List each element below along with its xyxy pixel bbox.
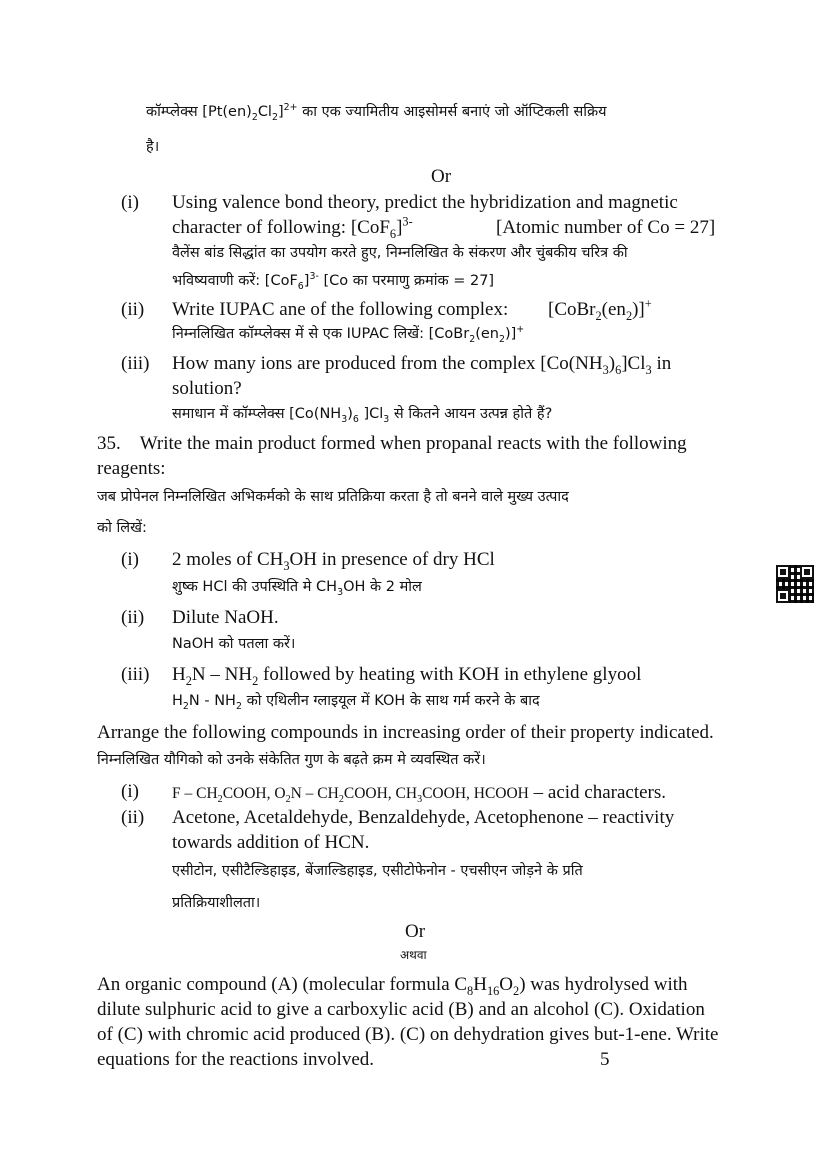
organic-compound-line-3: of (C) with chromic acid produced (B). (C) on dehydration gives but-1-ene. Write: [97, 1024, 719, 1045]
question-35-hindi-line-1: जब प्रोपेनल निम्नलिखित अभिकर्मको के साथ प्रतिक्रिया करता है तो बनने वाले मुख्य उत्पाद: [97, 489, 569, 505]
or-iii-english-line-2: solution?: [172, 378, 242, 399]
or-iii-hindi: समाधान में कॉम्प्लेक्स [$Co(NH_3)_6$ ]$Cl_3$ से कितने आयन उत्पन्न होते हैं?: [172, 406, 553, 425]
q35-iii-english: $H_2N - NH_2$ followed by heating with KOH in ethylene glyool: [172, 664, 642, 688]
organic-compound-line-1: An organic compound (A) (molecular formula $C_8H_{16}O_2$) was hydrolysed with: [97, 974, 688, 998]
or-ii-english: Write IUPAC ane of the following complex:: [172, 299, 509, 320]
item-number: (iii): [121, 353, 150, 374]
q35-ii-english: Dilute NaOH.: [172, 607, 279, 628]
q34-hindi-line-2: है।: [146, 139, 160, 155]
q35-iii-hindi: $H_2N - NH_2$ को एथिलीन ग्लाइयूल में KOH के साथ गर्म करने के बाद: [172, 693, 540, 712]
or-i-hindi-line-1: वैलेंस बांड सिद्धांत का उपयोग करते हुए, निम्नलिखित के संकरण और चुंबकीय चरित्र की: [172, 245, 628, 261]
or-divider-1: Or: [431, 166, 452, 187]
arrange-ii-english-line-1: Acetone, Acetaldehyde, Benzaldehyde, Acetophenone – reactivity: [172, 807, 675, 828]
item-number: (i): [121, 549, 139, 570]
arrange-ii-hindi-line-1: एसीटोन, एसीटैल्डिहाइड, बेंजाल्डिहाइड, एसीटोफेनोन - एचसीएन जोड़ने के प्रति: [172, 863, 583, 879]
question-35-line-2: reagents:: [97, 458, 166, 479]
q34-hindi-line-1: कॉम्प्लेक्स $[Pt(en)_2Cl_2]^{2+}$ का एक ज्यामितीय आइसोमर्स बनाएं जो ऑप्टिकली सक्रिय: [146, 102, 607, 123]
or-i-hindi-line-2: भविष्यवाणी करें: $[CoF_6]^{3-}$ [Co का परमाणु क्रमांक = 27]: [172, 271, 495, 292]
item-number: (i): [121, 781, 139, 802]
organic-compound-line-2: dilute sulphuric acid to give a carboxylic acid (B) and an alcohol (C). Oxidation: [97, 999, 705, 1020]
or-divider-2-hindi: अथवा: [400, 948, 427, 962]
q35-i-english: 2 moles of $CH_3OH$ in presence of dry HCl: [172, 549, 495, 573]
item-number: (iii): [121, 664, 150, 685]
or-i-english-line-2: character of following: $[CoF_6]^{3-}$: [172, 214, 413, 241]
or-divider-2: Or: [405, 921, 426, 942]
item-number: (i): [121, 192, 139, 213]
q35-ii-hindi: NaOH को पतला करें।: [172, 636, 296, 652]
arrange-i-compounds: F – $CH_2COOH$, $O_2N$ – $CH_2COOH$, $CH_3COOH$, HCOOH – acid characters.: [172, 782, 667, 806]
complex-formula: $[CoBr_2(en_2)]^+$: [548, 296, 652, 323]
item-number: (ii): [121, 299, 145, 320]
qr-code: [776, 565, 814, 603]
or-ii-hindi: निम्नलिखित कॉम्प्लेक्स में से एक IUPAC लिखें: $[CoBr_2(en_2)]^+$: [172, 324, 525, 345]
question-35-line-1: 35. Write the main product formed when propanal reacts with the following: [97, 433, 687, 454]
question-35-hindi-line-2: को लिखें:: [97, 520, 147, 536]
page-number: 5: [600, 1049, 610, 1070]
q35-i-hindi: शुष्क HCl की उपस्थिति मे $CH_3OH$ के 2 मोल: [172, 579, 422, 598]
arrange-instruction: Arrange the following compounds in increasing order of their property indicated.: [97, 722, 714, 743]
item-number: (ii): [121, 807, 145, 828]
organic-compound-line-4: equations for the reactions involved.: [97, 1049, 375, 1070]
arrange-ii-hindi-line-2: प्रतिक्रियाशीलता।: [172, 895, 261, 911]
item-number: (ii): [121, 607, 145, 628]
or-iii-english-line-1: How many ions are produced from the complex $[Co(NH_3)_6]Cl_3$ in: [172, 353, 672, 377]
or-i-english-line-1: Using valence bond theory, predict the hybridization and magnetic: [172, 192, 678, 213]
atomic-number-note: [Atomic number of Co = 27]: [496, 217, 716, 238]
arrange-ii-english-line-2: towards addition of HCN.: [172, 832, 370, 853]
arrange-instruction-hindi: निम्नलिखित यौगिको को उनके संकेतित गुण के बढ़ते क्रम मे व्यवस्थित करें।: [97, 752, 486, 768]
